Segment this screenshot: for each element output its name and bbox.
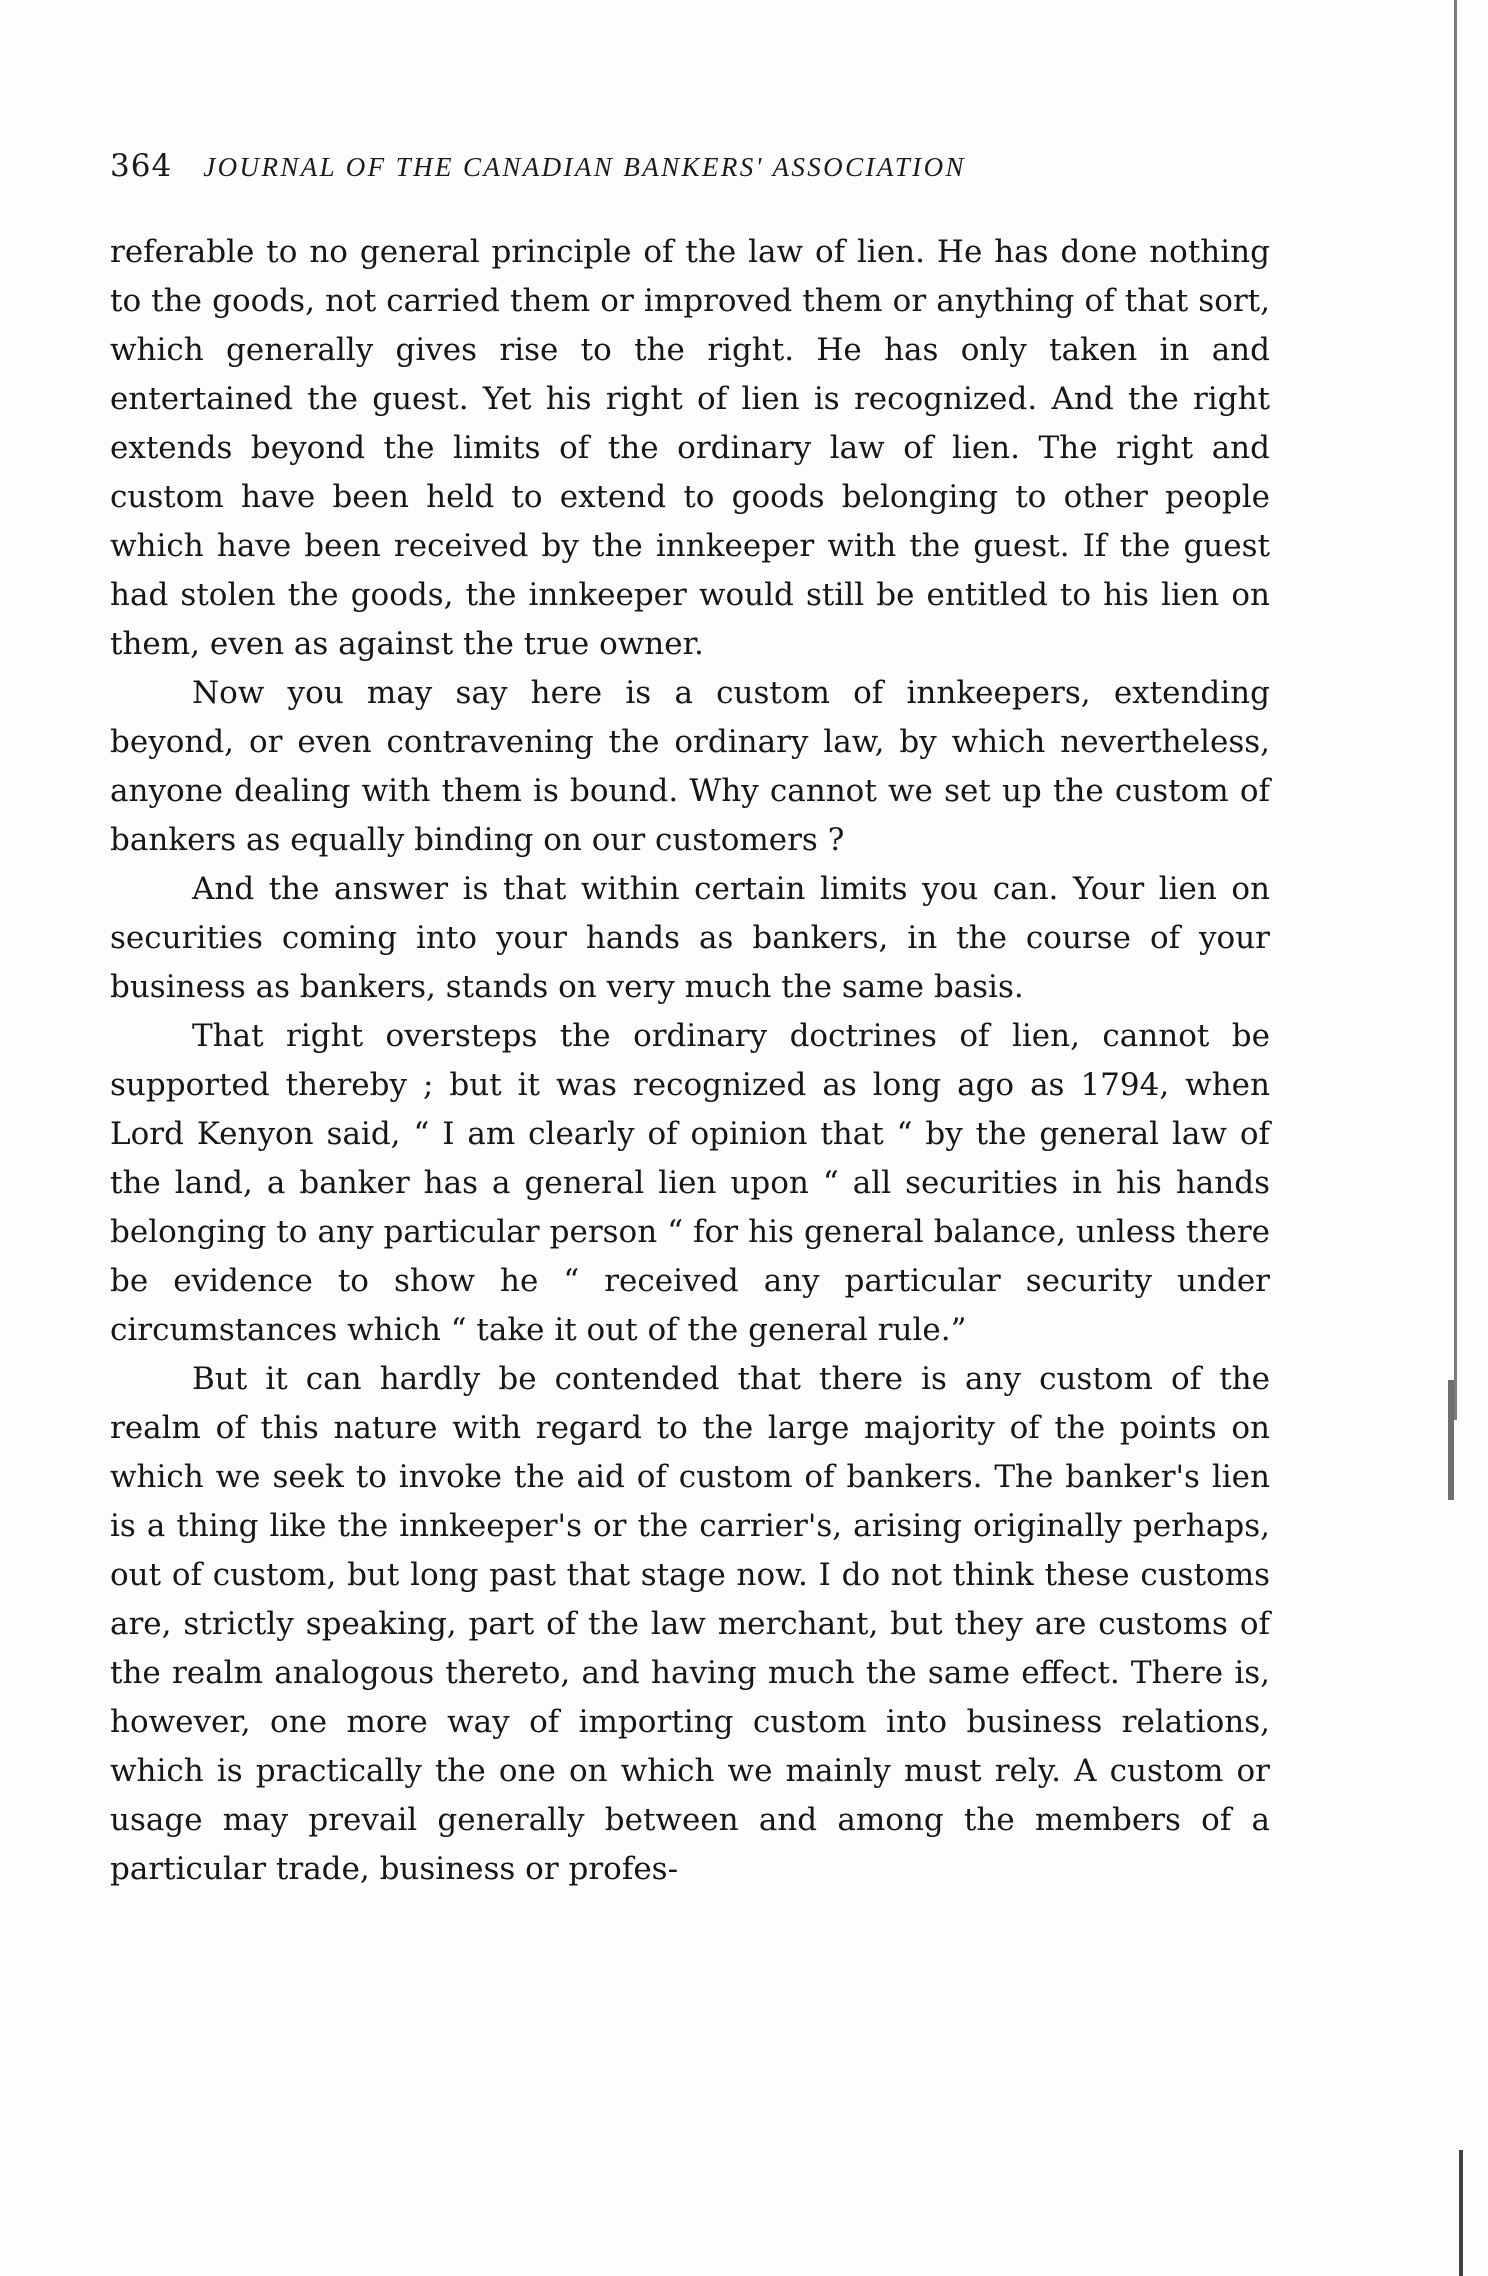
paragraph-1: referable to no general principle of the law of lien. He has done nothing to the goods, not carried them or improved them or anything of that sort, which generally gives rise to the right. He has only taken in and entertained the guest. Yet his right of lien is recognized. And the right extends beyond the limits of the ordinary law of lien. The right and custom have been held to extend to goods belonging to other people which have been received by the innkeeper with the guest. If the guest had stolen the goods, the innkeeper would still be entitled to his lien on them, even as against the true owner. [110, 234, 1270, 662]
paragraph-2: Now you may say here is a custom of innkeepers, extending beyond, or even contravening the ordinary law, by which nevertheless, anyone dealing with them is bound. Why cannot we set up the custom of bankers as equally binding on our customers ? [110, 675, 1270, 858]
page-edge-shadow-top [1454, 0, 1457, 1420]
paragraph-3: And the answer is that within certain limits you can. Your lien on securities coming into your hands as bankers, in the course of your business as bankers, stands on very much the same basis. [110, 871, 1270, 1005]
page-number: 364 [110, 148, 173, 184]
running-title: JOURNAL OF THE CANADIAN BANKERS' ASSOCIATION [203, 152, 966, 182]
page-header [110, 148, 1270, 188]
body-text [110, 228, 1270, 1894]
paragraph-5: But it can hardly be contended that there is any custom of the realm of this nature with regard to the large majority of the points on which we seek to invoke the aid of custom of bankers. The banker's lien is a thing like the innkeeper's or the carrier's, arising originally perhaps, out of custom, but long past that stage now. I do not think these customs are, strictly speaking, part of the law merchant, but they are customs of the realm analogous thereto, and having much the same effect. There is, however, one more way of importing custom into business relations, which is practically the one on which we mainly must rely. A custom or usage may prevail generally between and among the members of a particular trade, business or profes- [110, 1361, 1270, 1887]
page-edge-shadow-mid [1448, 1380, 1454, 1500]
page-edge-shadow-bottom [1459, 2150, 1463, 2276]
paragraph-4: That right oversteps the ordinary doctrines of lien, cannot be supported thereby ; but it was recognized as long ago as 1794, when Lord Kenyon said, “ I am clearly of opinion that “ by the general law of the land, a banker has a general lien upon “ all securities in his hands belonging to any particular person “ for his general balance, unless there be evidence to show he “ received any particular security under circumstances which “ take it out of the general rule.” [110, 1018, 1270, 1348]
